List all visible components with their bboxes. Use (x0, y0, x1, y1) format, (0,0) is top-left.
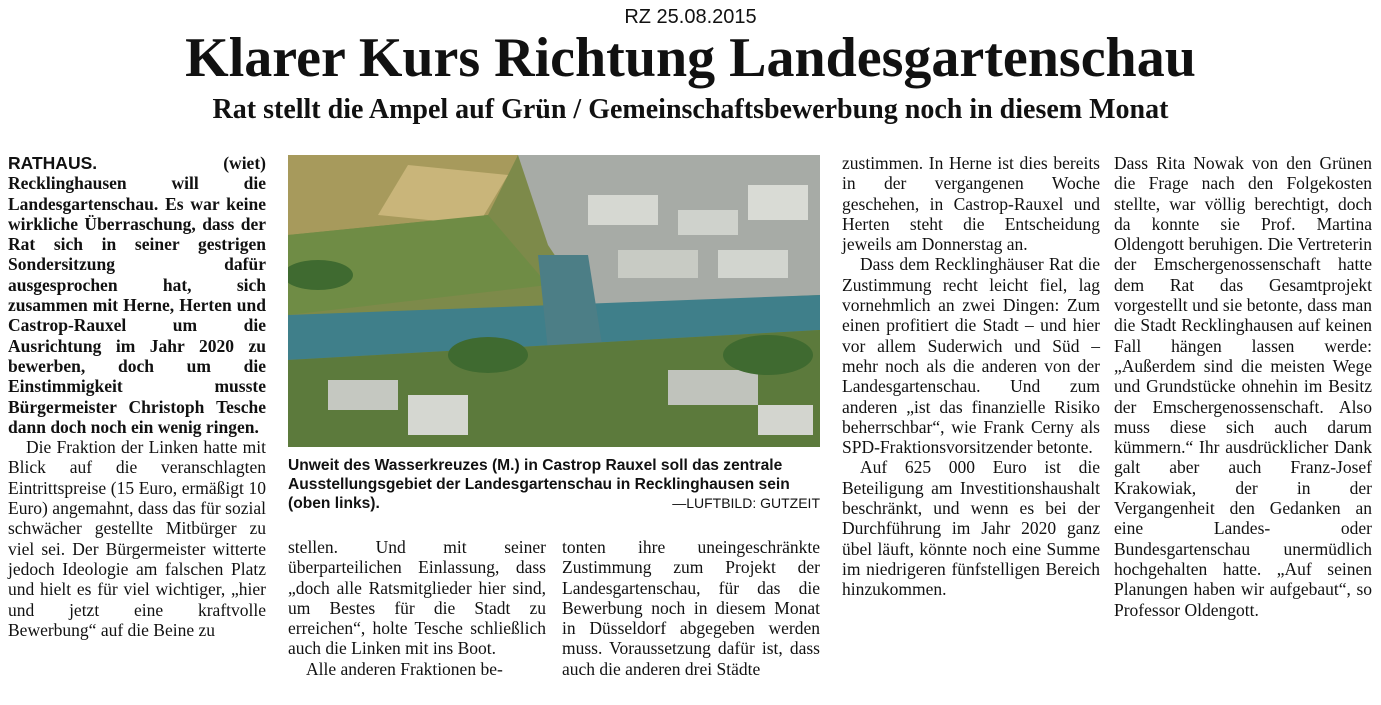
lead-text: (wiet) Recklinghausen will die Landesgartenschau. Es war keine wirkliche Überraschung, dass der Rat sich in seiner gestrigen Sondersitzung dafür ausgesprochen hat, sich zusammen mit Herne, Herten und Castrop-Rauxel um die Ausrichtung im Jahr 2020 zu bewerben, doch um die Einstimmigkeit musste Bürgermeister Christoph Tesche dann doch noch ein wenig ringen. (8, 153, 266, 437)
column-2 (288, 537, 546, 679)
source-date: RZ 25.08.2015 (624, 6, 757, 28)
column-3-lower (562, 537, 820, 679)
body-paragraph: Auf 625 000 Euro ist die Beteiligung am Investitionshaushalt beschränkt, und wenn es bei der Durchführung im Jahr 2020 ganz übel läuft, könnte noch eine Summe im niedrigeren fünfstelligen Bereich hinzukommen. (842, 457, 1100, 600)
headline: Klarer Kurs Richtung Landesgartenschau (185, 27, 1196, 89)
column-5 (1114, 153, 1372, 620)
body-paragraph: tonten ihre uneingeschränkte Zustimmung zum Projekt der Landesgartenschau, für das die Bewerbung noch in diesem Monat in Düsseldorf abgegeben werden muss. Voraussetzung dafür ist, dass auch die anderen drei Städte (562, 537, 820, 679)
aerial-photo-illustration (288, 155, 820, 447)
caption-text: Unweit des Wasserkreuzes (M.) in Castrop Rauxel soll das zentrale Ausstellungsgebiet der Landesgartenschau in Recklinghausen sein (oben links). (288, 457, 790, 512)
dateline: RATHAUS. (8, 153, 98, 173)
body-paragraph: Dass dem Recklinghäuser Rat die Zustimmung recht leicht fiel, lag vornehmlich an zwei Dingen: Zum einen profitiert die Stadt – und hier vor allem Suderwich und Süd – mehr noch als die anderen von der Landesgartenschau. Und zum anderen „ist das finanzielle Risiko beherrschbar“, wie Frank Cerny als SPD-Fraktionsvorsitzender betonte. (842, 254, 1100, 458)
body-paragraph: Alle anderen Fraktionen be- (306, 658, 503, 679)
body-paragraph: Dass Rita Nowak von den Grünen die Frage nach den Folgekosten stellte, war völlig berechtigt, doch da konnte sie Prof. Martina Oldengott beruhigen. Die Vertreterin der Emschergenossenschaft hatte dem Rat das Gesamtprojekt vorgestellt und sie betonte, dass man die Stadt Recklinghausen auf keinen Fall hängen lassen werde: „Außerdem sind die meisten Wege und Grundstücke ohnehin im Besitz der Emschergenossenschaft. Also muss diese sich auch darum kümmern.“ Ihr ausdrücklicher Dank galt aber auch Franz-Josef Krakowiak, der in der Vergangenheit den Gedanken an eine Landes- oder Bundesgartenschau unermüdlich hochgehalten hatte. „Auf seinen Planungen haben wir aufgebaut“, so Professor Oldengott. (1114, 153, 1372, 620)
body-paragraph: zustimmen. In Herne ist dies bereits in der vergangenen Woche geschehen, in Castrop-Rauxel und Herten steht die Entscheidung jeweils am Donnerstag an. (842, 153, 1100, 255)
column-1 (8, 153, 266, 640)
photo-caption (288, 456, 820, 513)
subheadline: Rat stellt die Ampel auf Grün / Gemeinschaftsbewerbung noch in diesem Monat (212, 94, 1169, 125)
body-paragraph: Die Fraktion der Linken hatte mit Blick auf die veranschlagten Eintrittspreise (15 Euro, ermäßigt 10 Euro) angemahnt, dass das für sozial schwächer gestellte Mitbürger zu viel sei. Der Bürgermeister witterte jedoch Ideologie am falschen Platz und hielt es für viel wichtiger, „hier und jetzt eine kraftvolle Bewerbung“ auf die Beine zu (8, 437, 266, 640)
photo-credit: —LUFTBILD: GUTZEIT (672, 495, 820, 511)
aerial-photo (288, 155, 820, 447)
body-paragraph: stellen. Und mit seiner überparteilichen Einlassung, dass „doch alle Ratsmitglieder hier sind, um Bestes für die Stadt zu erreichen“, holte Tesche schließlich auch die Linken mit ins Boot. (288, 537, 546, 659)
lead-paragraph (8, 153, 266, 437)
column-4 (842, 153, 1100, 600)
